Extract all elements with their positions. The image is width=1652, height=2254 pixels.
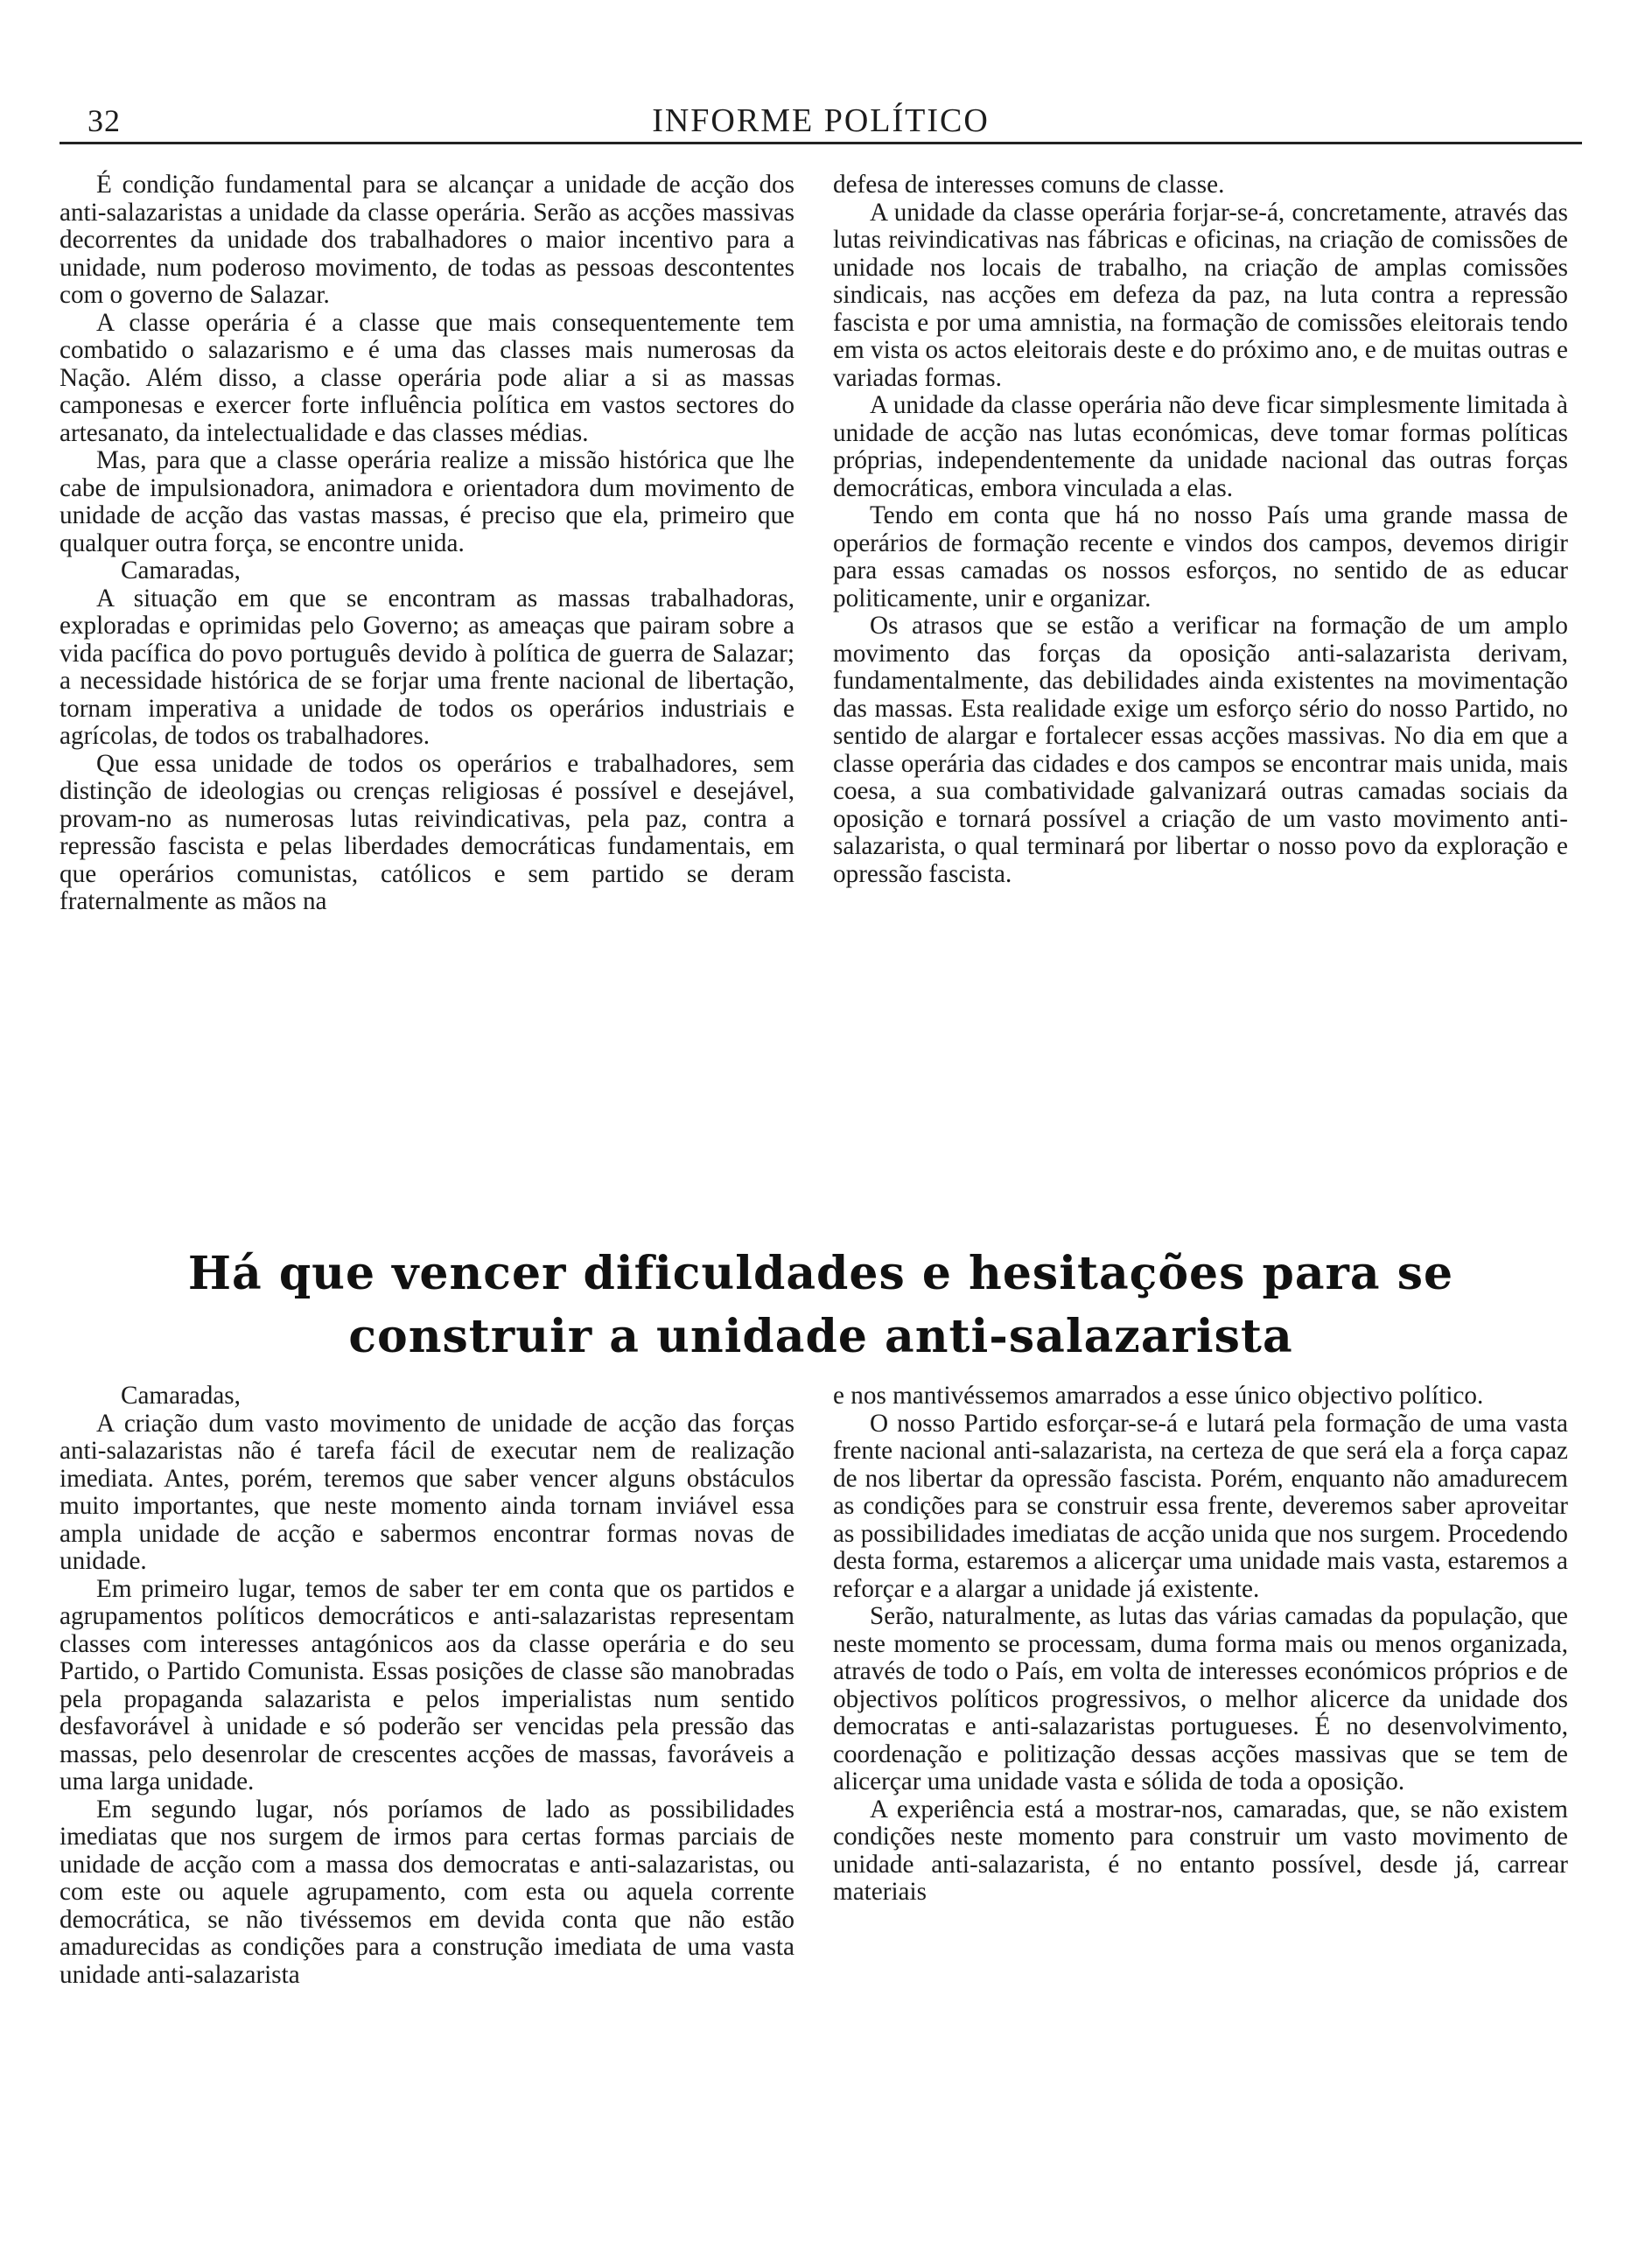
paragraph: É condição fundamental para se alcançar a unidade de acção dos anti-salazaristas a unidade da classe operária. Serão as acções massivas decorrentes da unidade dos trabalhadores o maior incentivo para a unidade, num poderoso movimento, de todas as pessoas descontentes com o governo de Salazar. xyxy=(60,171,794,309)
paragraph: Em segundo lugar, nós poríamos de lado as possibilidades imediatas que nos surgem de irmos para certas formas parciais de unidade de acção com a massa dos democratas e anti-salazaristas, ou com este ou aquele agrupamento, com esta ou aquela corrente democrática, se não tivéssemos em devida conta que não estão amadurecidas as condições para a construção imediata de uma vasta unidade anti-salazarista xyxy=(60,1795,794,1989)
page-header xyxy=(60,98,1582,144)
paragraph: Serão, naturalmente, as lutas das várias camadas da população, que neste momento se processam, duma forma mais ou menos organizada, através de todo o País, em volta de interesses económicos próprios e de objectivos políticos progressivos, o melhor alicerce da unidade dos democratas e anti-salazaristas portugueses. É no desenvolvimento, coordenação e politização dessas acções massivas que se tem de alicerçar uma unidade vasta e sólida de toda a oposição. xyxy=(833,1602,1568,1796)
section-heading xyxy=(60,1242,1582,1368)
salutation: Camaradas, xyxy=(121,556,241,584)
paragraph: Que essa unidade de todos os operários e trabalhadores, sem distinção de ideologias ou crenças religiosas é possível e desejável, provam-no as numerosas lutas reivindicativas, pela paz, contra a repressão fascista e pelas liberdades democráticas fundamentais, em que operários comunistas, católicos e sem partido se deram fraternalmente as mãos na xyxy=(60,749,794,915)
paragraph: A experiência está a mostrar-nos, camaradas, que, se não existem condições neste momento para construir um vasto movimento de unidade anti-salazarista, é no entanto possível, desde já, carrear materiais xyxy=(833,1795,1568,1906)
paragraph: A criação dum vasto movimento de unidade de acção das forças anti-salazaristas não é tarefa fácil de executar nem de realização imediata. Antes, porém, teremos que saber vencer alguns obstáculos muito importantes, que neste momento ainda tornam inviável essa ampla unidade de acção e sabermos encontrar formas novas de unidade. xyxy=(60,1409,794,1575)
paragraph: Tendo em conta que há no nosso País uma grande massa de operários de formação recente e vindos dos campos, devemos dirigir para essas camadas os nossos esforços, no sentido de as educar politicamente, unir e organizar. xyxy=(833,501,1568,612)
paragraph: Mas, para que a classe operária realize a missão histórica que lhe cabe de impulsionadora, animadora e orientadora dum movimento de unidade de acção das vastas massas, é preciso que ela, primeiro que qualquer outra força, se encontre unida. xyxy=(60,446,794,557)
paragraph: A classe operária é a classe que mais consequentemente tem combatido o salazarismo e é uma das classes mais numerosas da Nação. Além disso, a classe operária pode aliar a si as massas camponesas e exercer forte influência política em vastos sectores do artesanato, da intelectualidade e das classes médias. xyxy=(60,308,794,447)
page-number: 32 xyxy=(88,103,121,138)
paragraph-continuation: defesa de interesses comuns de classe. xyxy=(833,171,1225,199)
section-heading-line2: construir a unidade anti-salazarista xyxy=(348,1310,1293,1363)
paragraph-continuation: e nos mantivéssemos amarrados a esse único objectivo político. xyxy=(833,1382,1484,1410)
section1-left-column xyxy=(60,172,794,916)
running-head: INFORME POLÍTICO xyxy=(652,102,990,139)
paragraph: A unidade da classe operária não deve ficar simplesmente limitada à unidade de acção nas lutas económicas, deve tomar formas políticas próprias, independentemente da unidade nacional das outras forças democráticas, embora vinculada a elas. xyxy=(833,391,1568,502)
section2-left-column xyxy=(60,1382,794,1989)
paragraph: Os atrasos que se estão a verificar na formação de um amplo movimento das forças da oposição anti-salazarista derivam, fundamentalmente, das debilidades ainda existentes na movimentação das massas. Esta realidade exige um esforço sério do nosso Partido, no sentido de alargar e fortalecer essas acções massivas. No dia em que a classe operária das cidades e dos campos se encontrar mais unida, mais coesa, a sua combatividade galvanizará outras camadas sociais da oposição e tornará possível a criação de um vasto movimento anti-salazarista, o qual terminará por libertar o nosso povo da exploração e opressão fascista. xyxy=(833,612,1568,888)
section2-right-column xyxy=(833,1382,1568,1907)
paragraph: O nosso Partido esforçar-se-á e lutará pela formação de uma vasta frente nacional anti-salazarista, na certeza de que será ela a força capaz de nos libertar da opressão fascista. Porém, enquanto não amadurecem as condições para se construir essa frente, deveremos saber aproveitar as possibilidades imediatas de acção unida que nos surgem. Procedendo desta forma, estaremos a alicerçar uma unidade mais vasta, estaremos a reforçar e a alargar a unidade já existente. xyxy=(833,1409,1568,1603)
section1-right-column xyxy=(833,172,1568,888)
paragraph: Em primeiro lugar, temos de saber ter em conta que os partidos e agrupamentos políticos democráticos e anti-salazaristas representam classes com interesses antagónicos aos da classe operária e do seu Partido, o Partido Comunista. Essas posições de classe são manobradas pela propaganda salazarista e pelos imperialistas num sentido desfavorável à unidade e só poderão ser vencidas pela pressão das massas, pelo desenrolar de crescentes acções de massas, favoráveis a uma larga unidade. xyxy=(60,1574,794,1796)
paragraph: A situação em que se encontram as massas trabalhadoras, exploradas e oprimidas pelo Governo; as ameaças que pairam sobre a vida pacífica do povo português devido à política de guerra de Salazar; a necessidade histórica de se forjar uma frente nacional de libertação, tornam imperativa a unidade de todos os operários industriais e agrícolas, de todos os trabalhadores. xyxy=(60,584,794,750)
section-heading-line1: Há que vencer dificuldades e hesitações para se xyxy=(187,1247,1454,1300)
salutation: Camaradas, xyxy=(121,1382,241,1410)
paragraph: A unidade da classe operária forjar-se-á, concretamente, através das lutas reivindicativas nas fábricas e oficinas, na criação de comissões de unidade nos locais de trabalho, na criação de amplas comissões sindicais, nas acções em defeza da paz, na luta contra a repressão fascista e por uma amnistia, na formação de comissões eleitorais tendo em vista os actos eleitorais deste e do próximo ano, e de muitas outras e variadas formas. xyxy=(833,198,1568,392)
